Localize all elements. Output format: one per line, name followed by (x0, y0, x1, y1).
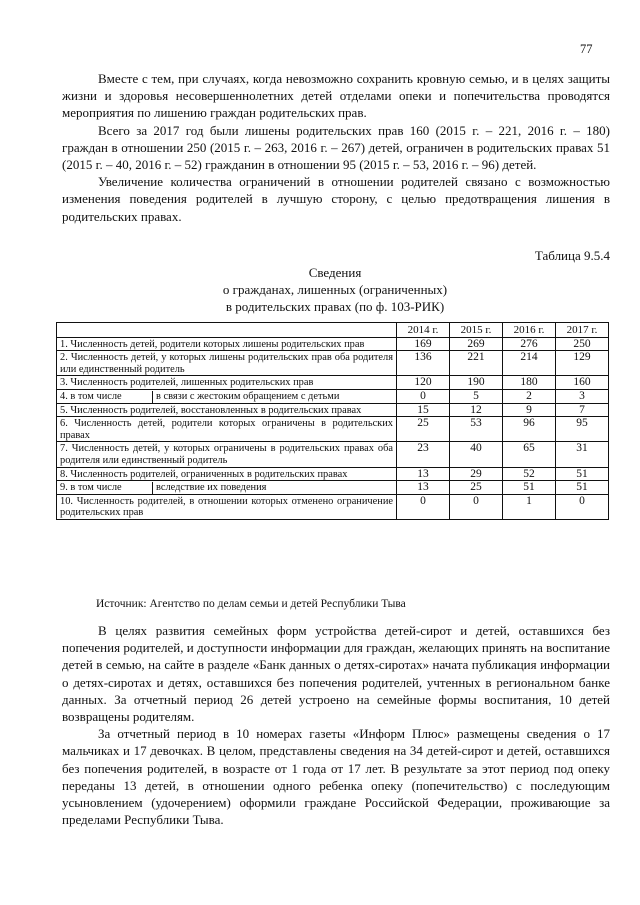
table-label: Таблица 9.5.4 (534, 248, 610, 263)
table-row (57, 337, 609, 351)
cell-value: 23 (397, 442, 450, 467)
column-header: 2015 г. (450, 323, 503, 338)
table-row (57, 376, 609, 390)
cell-value: 51 (503, 481, 556, 495)
cell-value: 96 (503, 417, 556, 442)
table-source: Источник: Агентство по делам семьи и детей Республики Тыва (96, 598, 406, 610)
cell-value: 136 (397, 351, 450, 376)
row-label-right: в связи с жестоким обращением с детьми (156, 390, 340, 402)
column-header: 2016 г. (503, 323, 556, 338)
row-label: 3. Численность родителей, лишенных родительских прав (57, 376, 397, 390)
row-label: 6. Численность детей, родители которых ограничены в родительских правах (57, 417, 397, 442)
cell-value: 15 (397, 403, 450, 417)
paragraph: Вместе с тем, при случаях, когда невозможно сохранить кровную семью, и в целях защиты жизни и здоровья несовершеннолетних детей отделами опеки и попечительства проводятся мероприятия по лишению граждан родительских прав. (62, 71, 610, 121)
cell-value: 9 (503, 403, 556, 417)
table-row (57, 351, 609, 376)
cell-value: 0 (397, 494, 450, 519)
cell-value: 3 (556, 389, 609, 403)
page-number: 77 (580, 42, 593, 56)
table-row (57, 389, 609, 403)
row-label (57, 389, 397, 403)
table-row (57, 467, 609, 481)
cell-value: 214 (503, 351, 556, 376)
cell-value: 52 (503, 467, 556, 481)
cell-value: 250 (556, 337, 609, 351)
row-label-split (60, 482, 393, 494)
table-body (57, 337, 609, 519)
cell-value: 2 (503, 389, 556, 403)
table-row (57, 417, 609, 442)
table-row (57, 403, 609, 417)
column-header: 2017 г. (556, 323, 609, 338)
after-text (62, 622, 610, 828)
cell-value: 169 (397, 337, 450, 351)
cell-value: 5 (450, 389, 503, 403)
cell-value: 129 (556, 351, 609, 376)
row-label-right: вследствие их поведения (156, 482, 267, 494)
cell-value: 0 (397, 389, 450, 403)
table-caption (160, 264, 510, 315)
cell-value: 65 (503, 442, 556, 467)
cell-value: 0 (556, 494, 609, 519)
table-header-row (57, 323, 609, 338)
cell-value: 53 (450, 417, 503, 442)
table-row (57, 442, 609, 467)
paragraph: Всего за 2017 год были лишены родительских прав 160 (2015 г. – 221, 2016 г. – 180) граждан в отношении 250 (2015 г. – 263, 2016 г. – 267) детей, ограничен в родительских правах 51 (2015 г. – 40, 2016 г. – 52) гражданин в отношении 95 (2015 г. – 53, 2016 г. – 96) детей. (62, 122, 610, 173)
cell-value: 120 (397, 376, 450, 390)
column-header: 2014 г. (397, 323, 450, 338)
row-label-left: 9. в том числе (60, 482, 153, 494)
cell-value: 221 (450, 351, 503, 376)
row-label: 1. Численность детей, родители которых лишены родительских прав (57, 337, 397, 351)
table-row (57, 494, 609, 519)
cell-value: 40 (450, 442, 503, 467)
cell-value: 269 (450, 337, 503, 351)
row-label (57, 481, 397, 495)
row-label: 10. Численность родителей, в отношении которых отменено ограничение родительских прав (57, 494, 397, 519)
cell-value: 13 (397, 481, 450, 495)
column-header (57, 323, 397, 338)
row-label: 2. Численность детей, у которых лишены родительских прав оба родителя или единственный родитель (57, 351, 397, 376)
paragraph: За отчетный период в 10 номерах газеты «Информ Плюс» размещены сведения о 17 мальчиках и 17 девочках. В целом, представлены сведения на 34 детей-сирот и детей, оставшихся без попечения родителей, в возрасте от 1 года от 17 лет. В результате за этот период под опеку переданы 13 детей, в отношении одного ребенка опеку (попечительство) с последующим усыновлением (удочерением) оформили граждане Российской Федерации, проживающие за пределами Республики Тыва. (62, 726, 610, 828)
cell-value: 276 (503, 337, 556, 351)
cell-value: 25 (397, 417, 450, 442)
row-label-split (60, 391, 393, 403)
row-label-left: 4. в том числе (60, 391, 153, 403)
caption-line: о гражданах, лишенных (ограниченных) (222, 282, 448, 297)
cell-value: 7 (556, 403, 609, 417)
cell-value: 31 (556, 442, 609, 467)
cell-value: 13 (397, 467, 450, 481)
cell-value: 51 (556, 467, 609, 481)
paragraph: Увеличение количества ограничений в отношении родителей связано с возможностью изменения поведения родителей в лучшую сторону, с целью предотвращения лишения в родительских правах. (62, 174, 610, 224)
intro-text (62, 70, 610, 225)
cell-value: 1 (503, 494, 556, 519)
cell-value: 29 (450, 467, 503, 481)
row-label: 5. Численность родителей, восстановленных в родительских правах (57, 403, 397, 417)
cell-value: 51 (556, 481, 609, 495)
paragraph: В целях развития семейных форм устройства детей-сирот и детей, оставшихся без попечения родителей, и доступности информации для граждан, желающих принять на воспитание детей в семью, на сайте в разделе «Банк данных о детях-сиротах» начата публикация информации о детях-сиротах и детях, оставшихся без попечения родителей, учтенных в региональном банке данных. За отчетный период 26 детей устроено на семейные формы воспитания, 10 детей возвращены родителям. (62, 623, 610, 725)
data-table (56, 322, 609, 520)
cell-value: 0 (450, 494, 503, 519)
cell-value: 25 (450, 481, 503, 495)
cell-value: 95 (556, 417, 609, 442)
row-label: 7. Численность детей, у которых ограничены в родительских правах оба родителя или единственный родитель (57, 442, 397, 467)
cell-value: 190 (450, 376, 503, 390)
cell-value: 12 (450, 403, 503, 417)
cell-value: 160 (556, 376, 609, 390)
cell-value: 180 (503, 376, 556, 390)
table-row (57, 481, 609, 495)
caption-line: Сведения (308, 265, 362, 280)
row-label: 8. Численность родителей, ограниченных в родительских правах (57, 467, 397, 481)
caption-line: в родительских правах (по ф. 103-РИК) (225, 299, 445, 314)
